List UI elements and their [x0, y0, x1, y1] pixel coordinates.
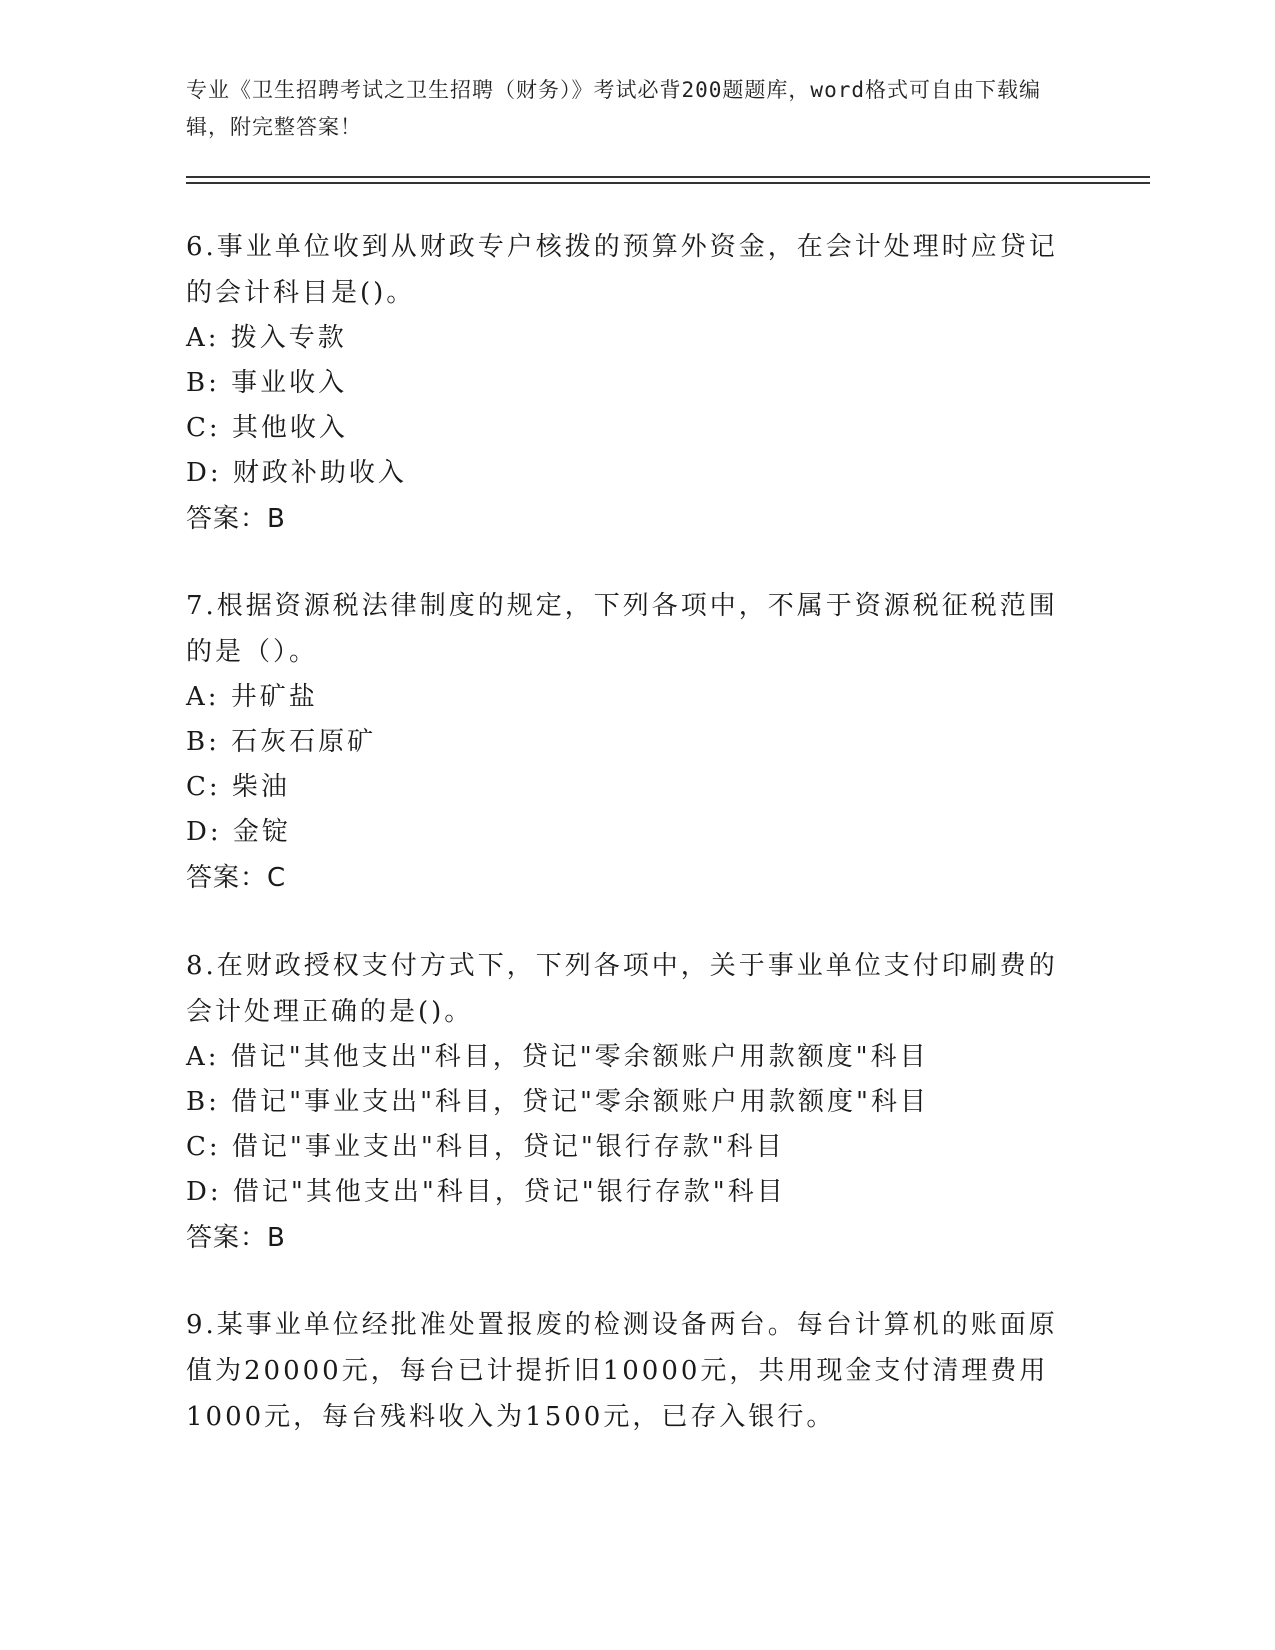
- option-b: B: 事业收入: [186, 368, 348, 398]
- option-c: C: 柴油: [186, 772, 290, 802]
- question-7: [186, 583, 1066, 901]
- question-6: [186, 224, 1066, 542]
- option-a: A: 借记"其他支出"科目，贷记"零余额账户用款额度"科目: [186, 1042, 929, 1072]
- question-text: 9.某事业单位经批准处置报废的检测设备两台。每台计算机的账面原值为20000元，每台已计提折旧10000元，共用现金支付清理费用1000元，每台残料收入为1500元，已存入银行。: [186, 1310, 1058, 1432]
- option-d: D: 金锭: [186, 817, 291, 847]
- option-d: D: 借记"其他支出"科目，贷记"银行存款"科目: [186, 1177, 786, 1207]
- question-8: [186, 943, 1066, 1261]
- question-9: [186, 1302, 1066, 1440]
- question-text: 7.根据资源税法律制度的规定，下列各项中，不属于资源税征税范围的是（）。: [186, 591, 1058, 667]
- answer-label: 答案：B: [186, 504, 286, 534]
- answer-label: 答案：C: [186, 863, 287, 893]
- answer-label: 答案：B: [186, 1223, 286, 1253]
- option-c: C: 借记"事业支出"科目，贷记"银行存款"科目: [186, 1132, 785, 1162]
- option-a: A: 井矿盐: [186, 682, 318, 712]
- header-divider-top: [186, 176, 1150, 178]
- option-b: B: 借记"事业支出"科目，贷记"零余额账户用款额度"科目: [186, 1087, 929, 1117]
- option-d: D: 财政补助收入: [186, 458, 407, 488]
- option-b: B: 石灰石原矿: [186, 727, 377, 757]
- document-intro: 专业《卫生招聘考试之卫生招聘（财务）》考试必背200题题库，word格式可自由下载编辑，附完整答案！: [186, 78, 1041, 139]
- option-c: C: 其他收入: [186, 413, 348, 443]
- option-a: A: 拨入专款: [186, 323, 347, 353]
- question-text: 6.事业单位收到从财政专户核拨的预算外资金，在会计处理时应贷记的会计科目是()。: [186, 232, 1058, 308]
- question-text: 8.在财政授权支付方式下，下列各项中，关于事业单位支付印刷费的会计处理正确的是()。: [186, 951, 1058, 1027]
- header-divider-bottom: [186, 182, 1150, 184]
